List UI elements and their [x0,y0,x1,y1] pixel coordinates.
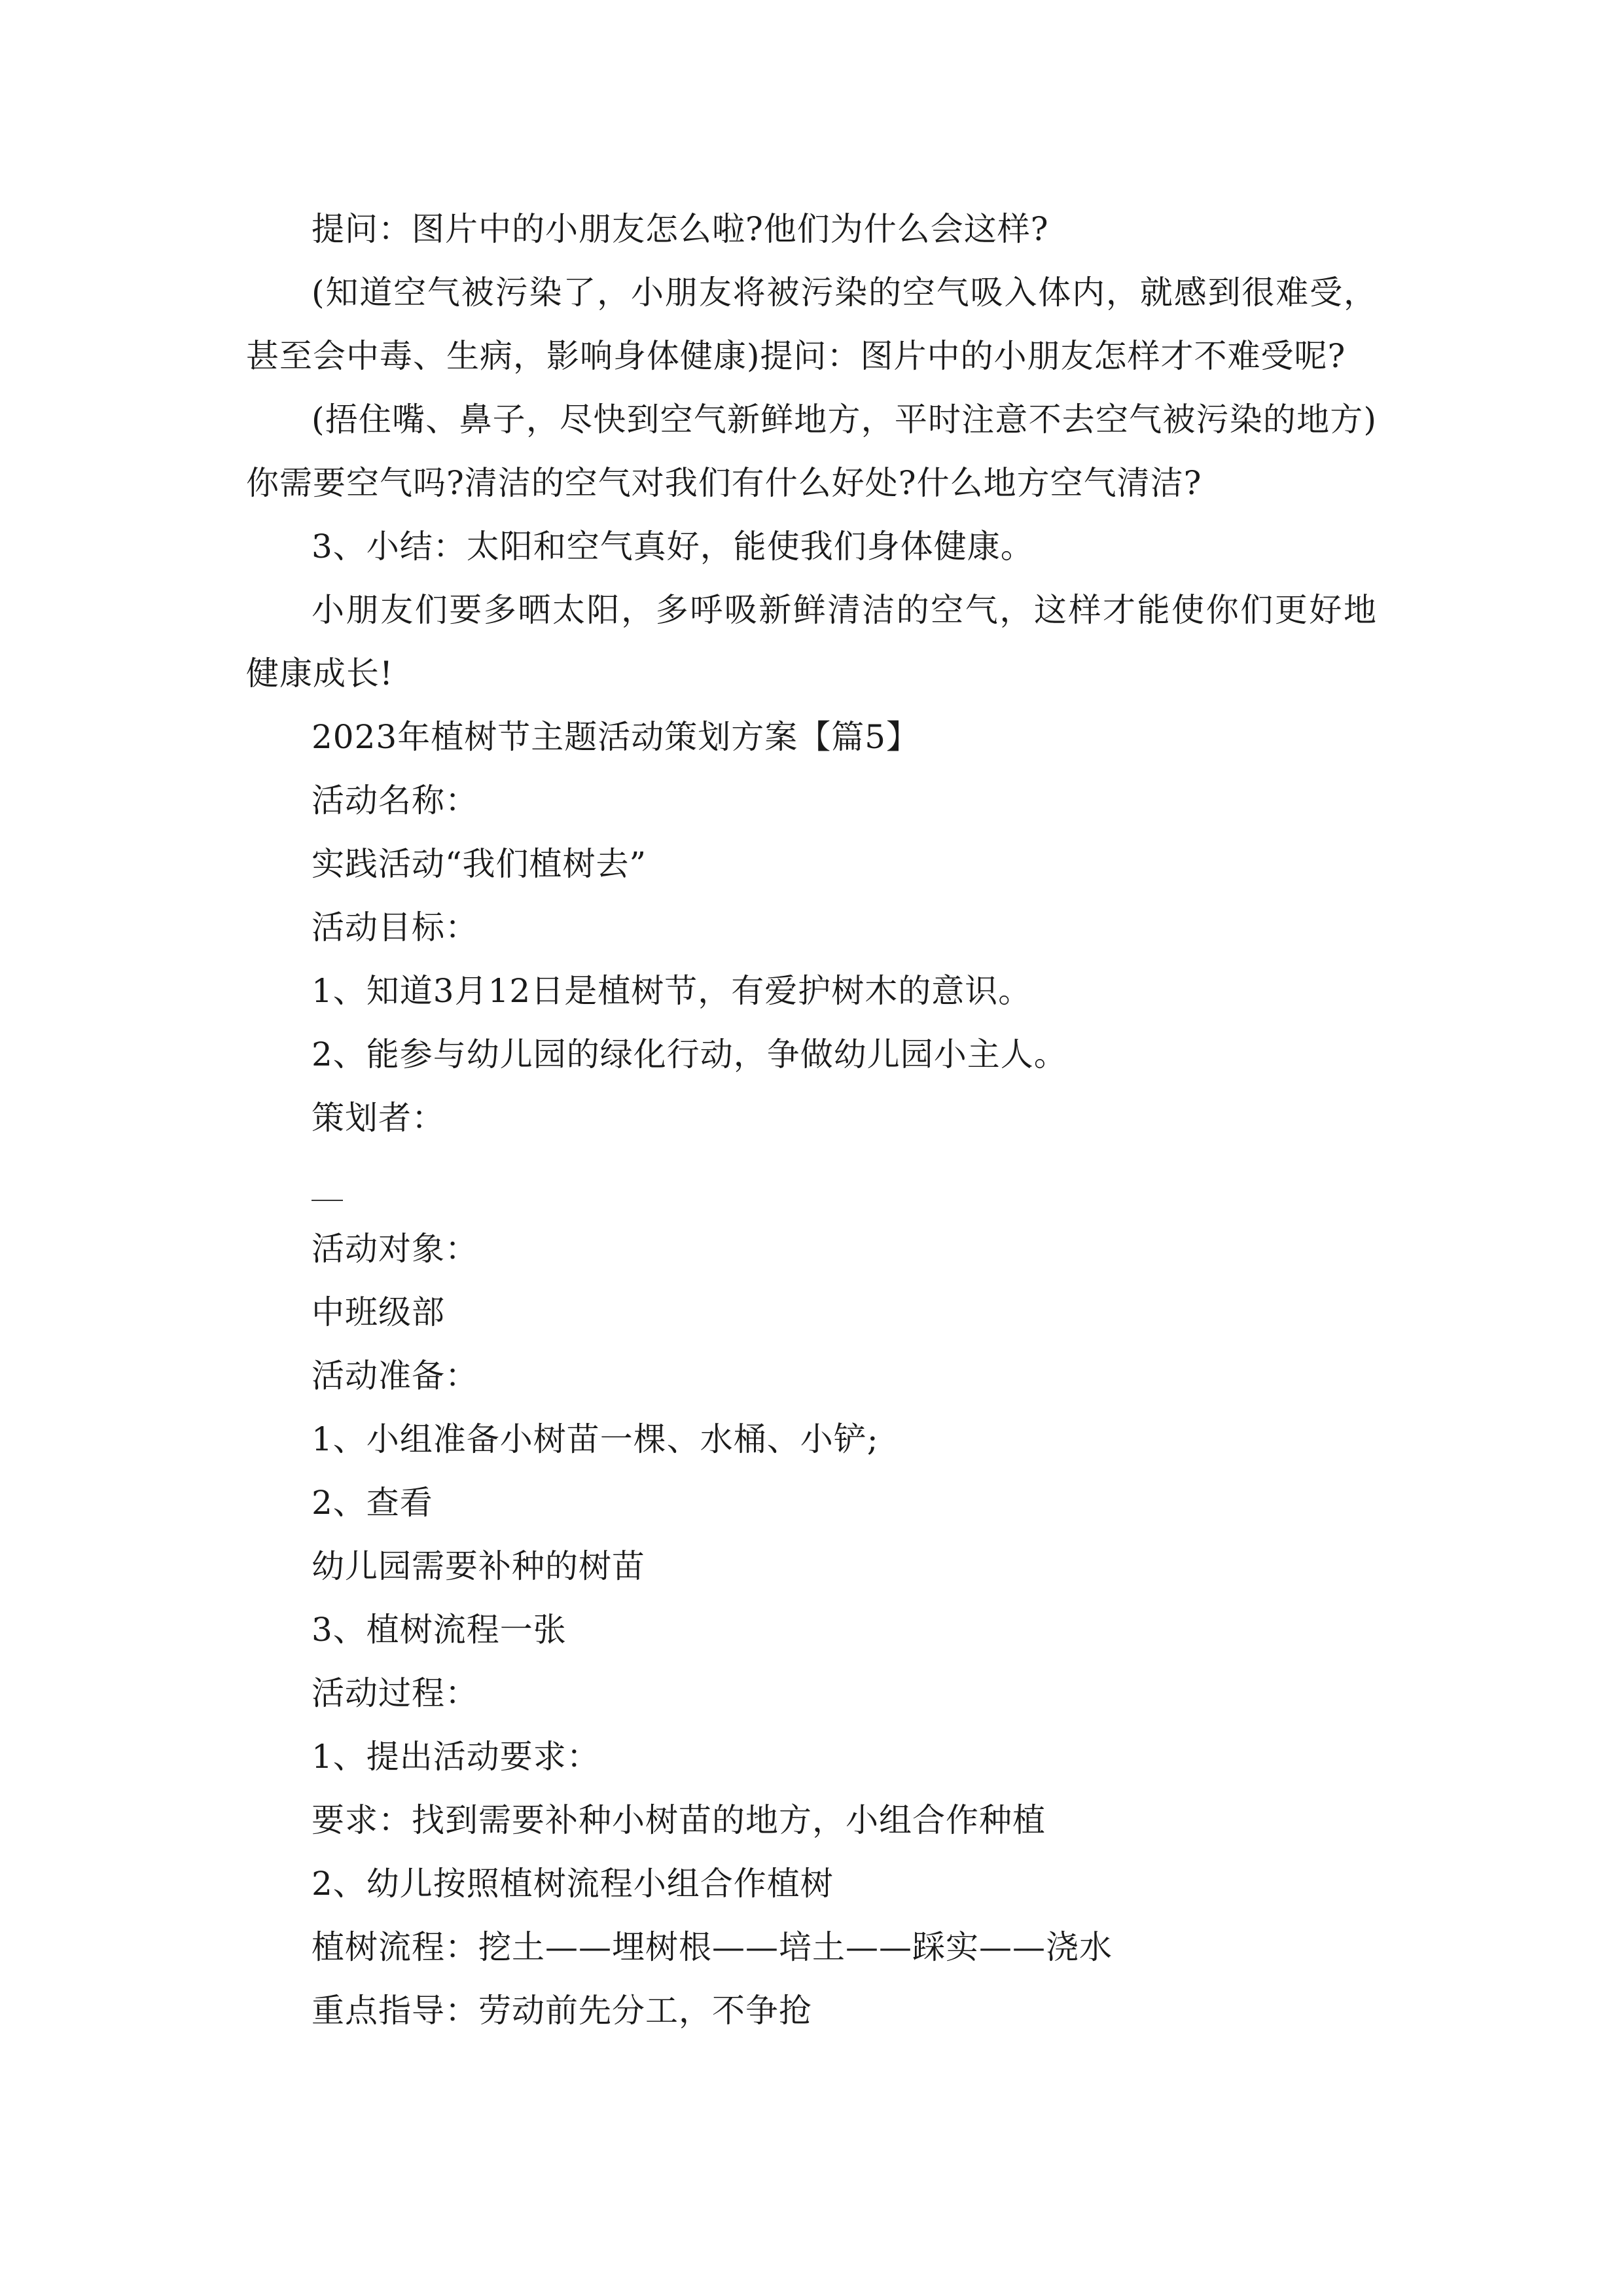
activity-target-value: 中班级部 [312,1293,445,1331]
activity-goal-1: 1、知道3月12日是植树节，有爱护树木的意识。 [312,972,1032,1010]
activity-name-label: 活动名称： [312,781,478,819]
activity-process-label: 活动过程： [312,1674,478,1712]
paragraph-answer-1: (知道空气被污染了，小朋友将被污染的空气吸入体内，就感到很难受，甚至会中毒、生病，影响身体健康)提问：图片中的小朋友怎样才不难受呢? [246,274,1377,375]
activity-prep-label: 活动准备： [312,1357,478,1395]
activity-process-1: 1、提出活动要求： [312,1738,600,1776]
activity-prep-3: 3、植树流程一张 [312,1611,567,1649]
key-guidance: 重点指导：劳动前先分工，不争抢 [312,1992,812,2030]
paragraph-summary: 3、小结：太阳和空气真好，能使我们身体健康。 [312,528,1034,565]
activity-prep-1: 1、小组准备小树苗一棵、水桶、小铲; [312,1420,879,1458]
planting-flow: 植树流程：挖土——埋树根——培土——踩实——浇水 [312,1928,1113,1966]
activity-prep-2: 2、查看 [312,1484,433,1522]
activity-target-label: 活动对象： [312,1230,478,1268]
activity-goal-label: 活动目标： [312,908,478,946]
activity-process-2: 2、幼儿按照植树流程小组合作植树 [312,1865,834,1903]
paragraph-conclusion: 小朋友们要多晒太阳，多呼吸新鲜清洁的空气，这样才能使你们更好地健康成长! [246,591,1377,692]
planner-label: 策划者： [312,1099,445,1137]
activity-prep-2-detail: 幼儿园需要补种的树苗 [312,1547,645,1585]
planner-blank-line [312,1200,343,1201]
paragraph-answer-2: (捂住嘴、鼻子，尽快到空气新鲜地方，平时注意不去空气被污染的地方)你需要空气吗?清洁的空气对我们有什么好处?什么地方空气清洁? [246,401,1377,502]
activity-requirement: 要求：找到需要补种小树苗的地方，小组合作种植 [312,1801,1046,1839]
activity-name-value: 实践活动“我们植树去” [312,845,647,883]
activity-goal-2: 2、能参与幼儿园的绿化行动，争做幼儿园小主人。 [312,1035,1067,1073]
paragraph-question-1: 提问：图片中的小朋友怎么啦?他们为什么会这样? [312,210,1049,248]
section-heading: 2023年植树节主题活动策划方案【篇5】 [312,718,920,756]
